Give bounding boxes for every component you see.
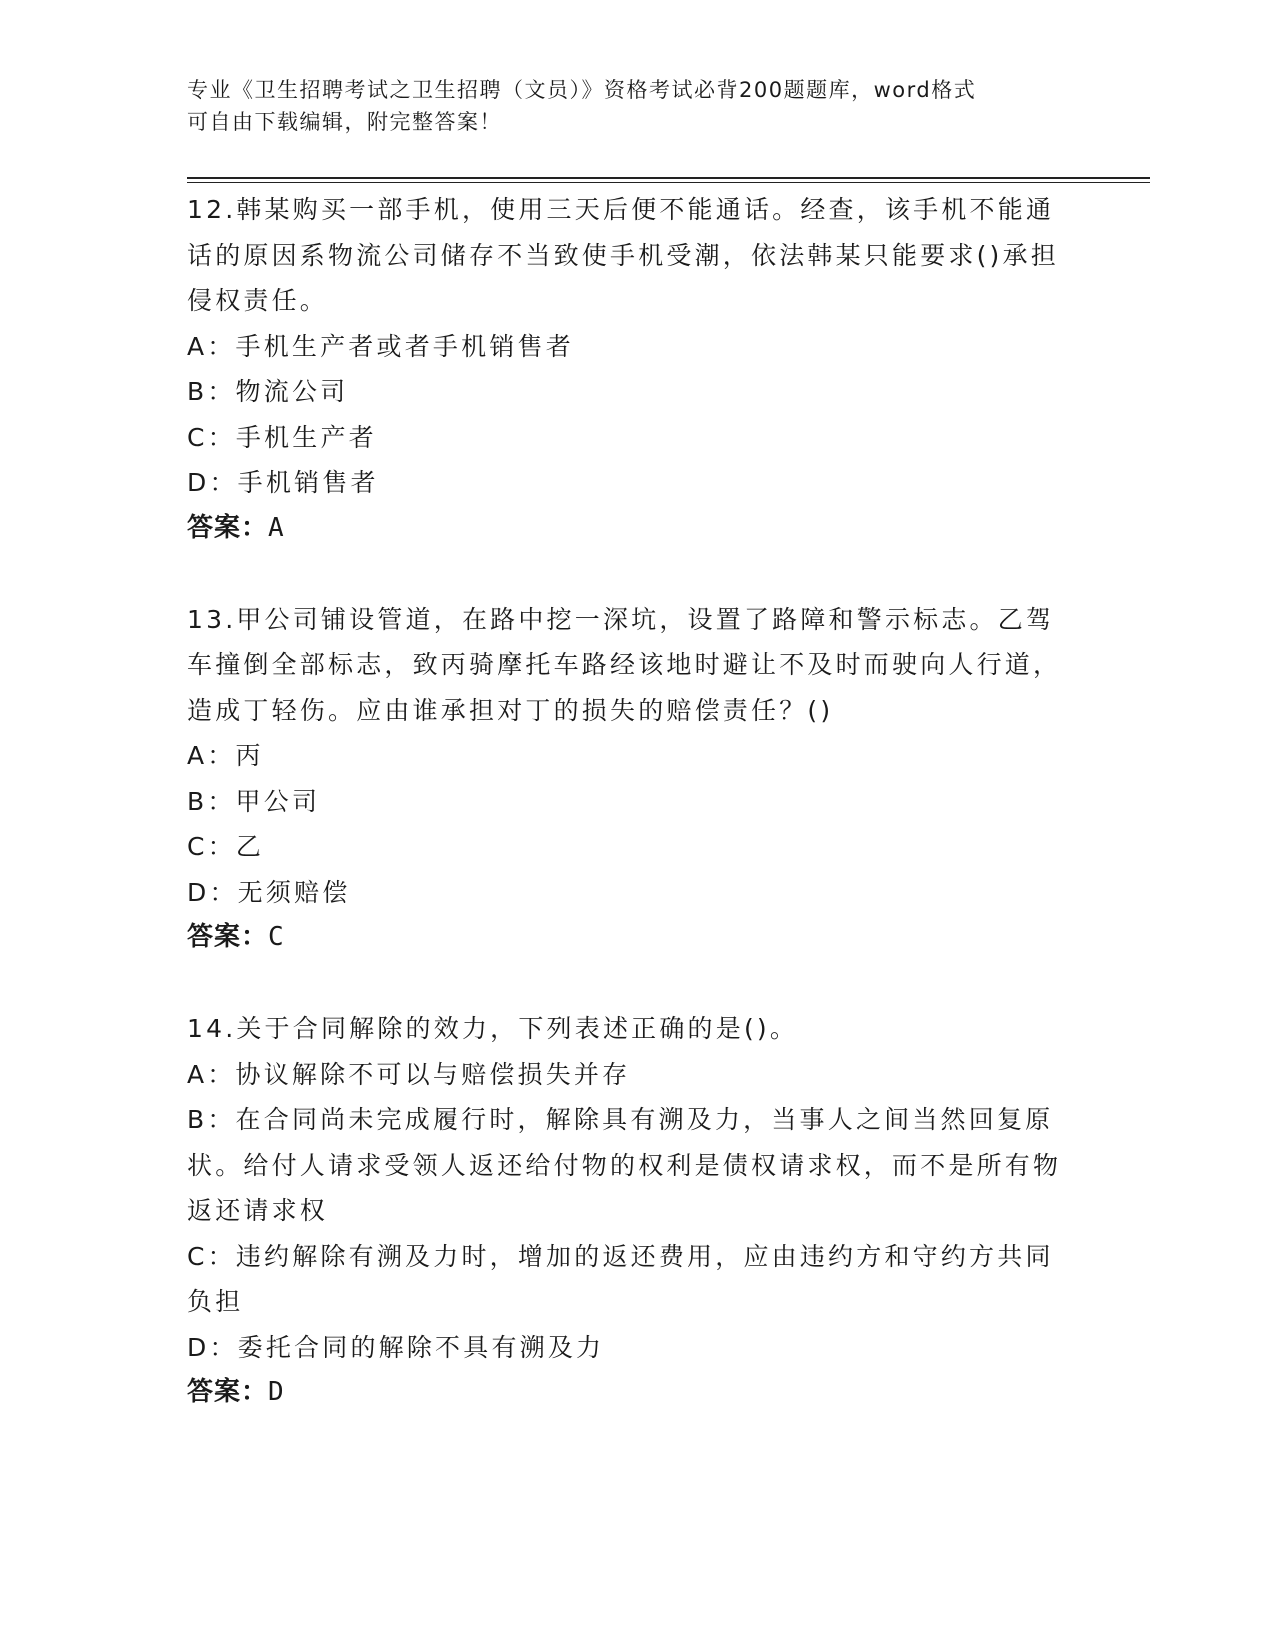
header-line-2: 可自由下载编辑，附完整答案！ <box>187 110 502 134</box>
answer-label: 答案： <box>187 1377 269 1407</box>
question-spacer <box>187 961 1067 1007</box>
option-c: C：乙 <box>187 832 265 861</box>
option-c: C：违约解除有溯及力时，增加的返还费用，应由违约方和守约方共同负担 <box>187 1241 1054 1316</box>
answer-line <box>187 1370 1067 1416</box>
option-d: D：无须赔偿 <box>187 877 351 907</box>
header-line-1: 专业《卫生招聘考试之卫生招聘（文员）》资格考试必背200题题库，word格式 <box>187 78 977 102</box>
answer-value: A <box>268 512 285 543</box>
option-b: B：物流公司 <box>187 377 349 406</box>
option-b: B：甲公司 <box>187 786 321 816</box>
option-a: A：手机生产者或者手机销售者 <box>187 331 574 361</box>
answer-label: 答案： <box>187 922 269 952</box>
document-header <box>187 74 1067 138</box>
question-14 <box>187 1006 1067 1416</box>
question-spacer <box>187 551 1067 597</box>
option-d: D：委托合同的解除不具有溯及力 <box>187 1332 605 1362</box>
question-text: 13.甲公司铺设管道，在路中挖一深坑，设置了路障和警示标志。乙驾车撞倒全部标志，致丙骑摩托车路经该地时避让不及时而驶向人行道，造成丁轻伤。应由谁承担对丁的损失的赔偿责任？() <box>187 604 1062 725</box>
option-a: A：丙 <box>187 741 264 770</box>
answer-line <box>187 506 1067 552</box>
question-text: 12.韩某购买一部手机，使用三天后便不能通话。经查，该手机不能通话的原因系物流公司储存不当致使手机受潮，依法韩某只能要求()承担侵权责任。 <box>187 195 1059 315</box>
answer-label: 答案： <box>187 512 269 543</box>
question-text: 14.关于合同解除的效力，下列表述正确的是()。 <box>187 1014 799 1043</box>
question-13 <box>187 597 1067 961</box>
header-divider <box>187 177 1150 179</box>
option-d: D：手机销售者 <box>187 468 379 497</box>
question-12 <box>187 187 1067 551</box>
answer-value: D <box>268 1377 285 1407</box>
option-c: C：手机生产者 <box>187 422 377 452</box>
option-b: B：在合同尚未完成履行时，解除具有溯及力，当事人之间当然回复原状。给付人请求受领人返还给付物的权利是债权请求权，而不是所有物返还请求权 <box>187 1105 1062 1225</box>
answer-value: C <box>268 922 285 952</box>
answer-line <box>187 915 1067 961</box>
header-divider-thin <box>187 182 1150 183</box>
question-list <box>187 187 1067 1416</box>
option-a: A：协议解除不可以与赔偿损失并存 <box>187 1059 631 1089</box>
